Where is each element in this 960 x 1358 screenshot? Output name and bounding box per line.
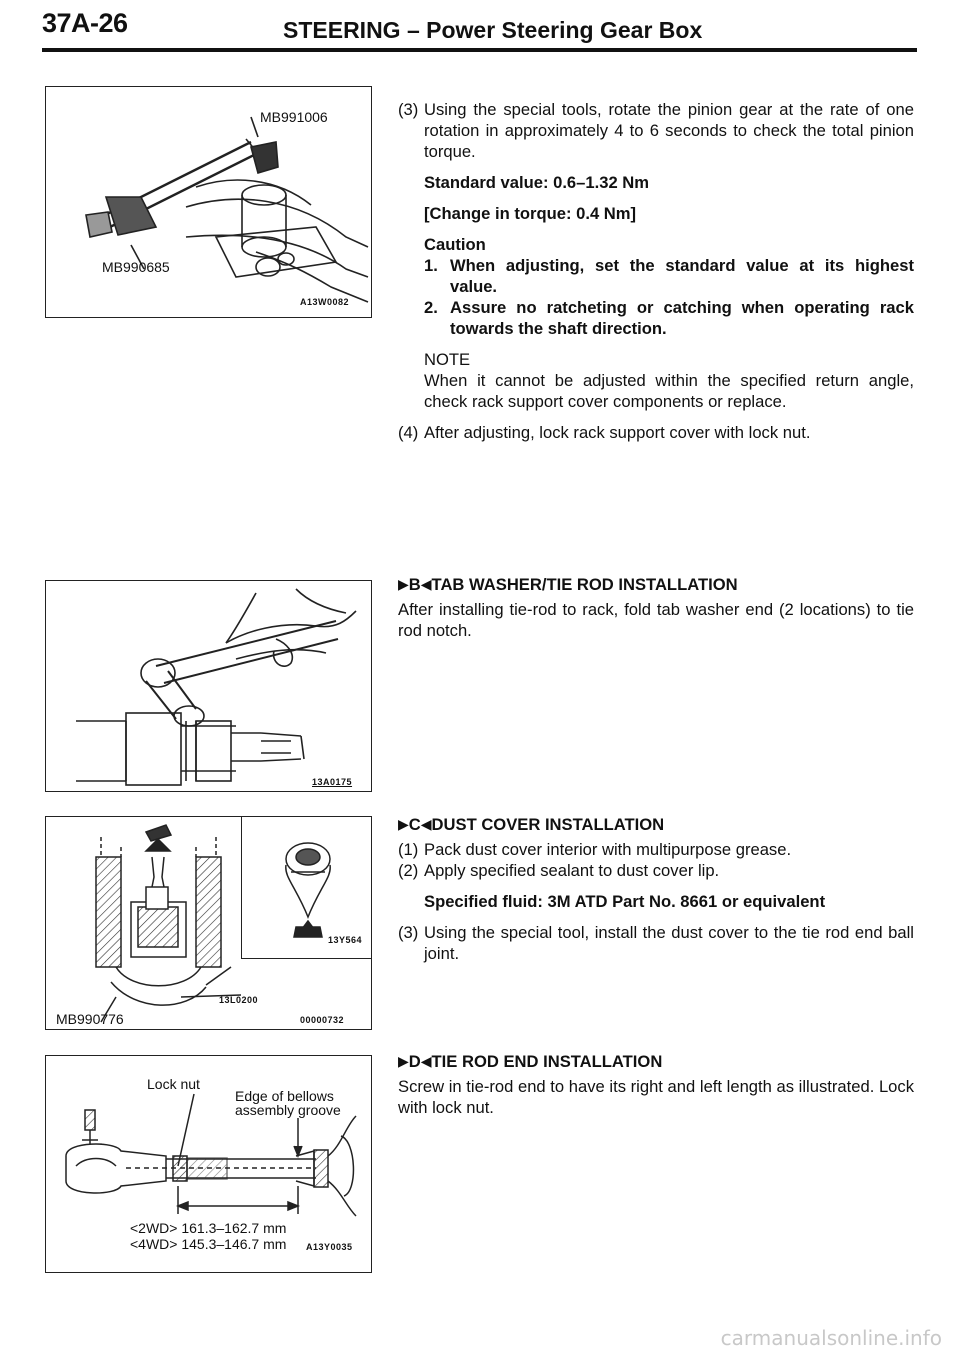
caution-title: Caution: [424, 235, 486, 254]
step-number: (3): [398, 100, 419, 119]
watermark: carmanualsonline.info: [720, 1326, 942, 1350]
change-in-torque: [Change in torque: 0.4 Nm]: [424, 204, 637, 223]
figure-code-c: 13Y564: [328, 935, 363, 945]
step-number: (1): [398, 840, 419, 859]
figure-code: A13Y0035: [306, 1242, 353, 1252]
text-block-pinion: [398, 99, 914, 443]
figure-tie-rod-end: [45, 1055, 372, 1273]
step-number: (2): [398, 861, 419, 880]
caution-item-2: [424, 297, 914, 339]
figure-dust-cover-drawing: [46, 817, 371, 1029]
figure-tab-washer-drawing: [46, 581, 371, 791]
page-number: 37A-26: [42, 8, 128, 38]
arrow-right-icon: ▶: [398, 576, 409, 592]
item-number: 1.: [424, 256, 438, 275]
label-length-4wd: <4WD> 145.3–146.7 mm: [130, 1236, 287, 1252]
item-body: Assure no ratcheting or catching when operating rack towards the shaft direction.: [450, 298, 914, 338]
figure-code-b: 00000732: [300, 1015, 345, 1025]
label-edge-bellows-1: Edge of bellows: [235, 1088, 334, 1104]
label-length-2wd: <2WD> 161.3–162.7 mm: [130, 1220, 287, 1236]
figure-code: 13A0175: [312, 777, 353, 787]
label-lock-nut: Lock nut: [147, 1076, 200, 1092]
section-tie-rod-end: [398, 1051, 914, 1118]
label-tool-mb990776: MB990776: [56, 1011, 124, 1027]
section-heading: [398, 574, 914, 595]
section-title: TAB WASHER/TIE ROD INSTALLATION: [431, 575, 738, 594]
section-body: Screw in tie-rod end to have its right and left length as illustrated. Lock with lock nut.: [398, 1077, 914, 1117]
note-title: NOTE: [424, 350, 471, 369]
section-heading: [398, 814, 914, 835]
label-edge-bellows-2: assembly groove: [235, 1102, 341, 1118]
step-3: [398, 99, 914, 162]
step-body: Using the special tools, rotate the pinion gear at the rate of one rotation in approximately 4 to 6 seconds to check the total pinion torque.: [424, 100, 914, 161]
arrow-left-icon: ◀: [420, 576, 432, 592]
section-heading: [398, 1051, 914, 1072]
arrow-left-icon: ◀: [420, 1053, 432, 1069]
label-tool-mb990685: MB990685: [102, 259, 170, 275]
figure-tab-washer: [45, 580, 372, 792]
step-number: (3): [398, 923, 419, 942]
header-rule: [42, 48, 917, 52]
note-body: When it cannot be adjusted within the specified return angle, check rack support cover components or replace.: [424, 371, 914, 411]
figure-code: A13W0082: [300, 297, 350, 307]
step-1: [398, 839, 914, 860]
item-body: When adjusting, set the standard value at its highest value.: [450, 256, 914, 296]
arrow-left-icon: ◀: [420, 816, 432, 832]
step-number: (4): [398, 423, 419, 442]
section-letter: D: [408, 1052, 421, 1071]
specified-fluid: Specified fluid: 3M ATD Part No. 8661 or equivalent: [424, 892, 826, 911]
arrow-right-icon: ▶: [398, 816, 409, 832]
figure-dust-cover: [45, 816, 372, 1030]
step-4: [398, 422, 914, 443]
step-body: Using the special tool, install the dust cover to the tie rod end ball joint.: [424, 923, 914, 963]
step-body: After adjusting, lock rack support cover with lock nut.: [424, 423, 811, 442]
page-title: STEERING – Power Steering Gear Box: [283, 17, 703, 43]
section-letter: C: [408, 815, 421, 834]
figure-code-a: 13L0200: [219, 995, 259, 1005]
section-title: DUST COVER INSTALLATION: [431, 815, 665, 834]
section-title: TIE ROD END INSTALLATION: [431, 1052, 663, 1071]
step-3: [398, 922, 914, 964]
section-body: After installing tie-rod to rack, fold tab washer end (2 locations) to tie rod notch.: [398, 600, 914, 640]
section-tab-washer: [398, 574, 914, 641]
standard-value: Standard value: 0.6–1.32 Nm: [424, 173, 650, 192]
step-2: [398, 860, 914, 881]
caution-item-1: [424, 255, 914, 297]
label-tool-mb991006: MB991006: [260, 109, 328, 125]
step-body: Pack dust cover interior with multipurpose grease.: [424, 840, 792, 859]
section-dust-cover: [398, 814, 914, 964]
arrow-right-icon: ▶: [398, 1053, 409, 1069]
figure-pinion-torque: [45, 86, 372, 318]
item-number: 2.: [424, 298, 438, 317]
section-letter: B: [408, 575, 421, 594]
step-body: Apply specified sealant to dust cover lip.: [424, 861, 720, 880]
